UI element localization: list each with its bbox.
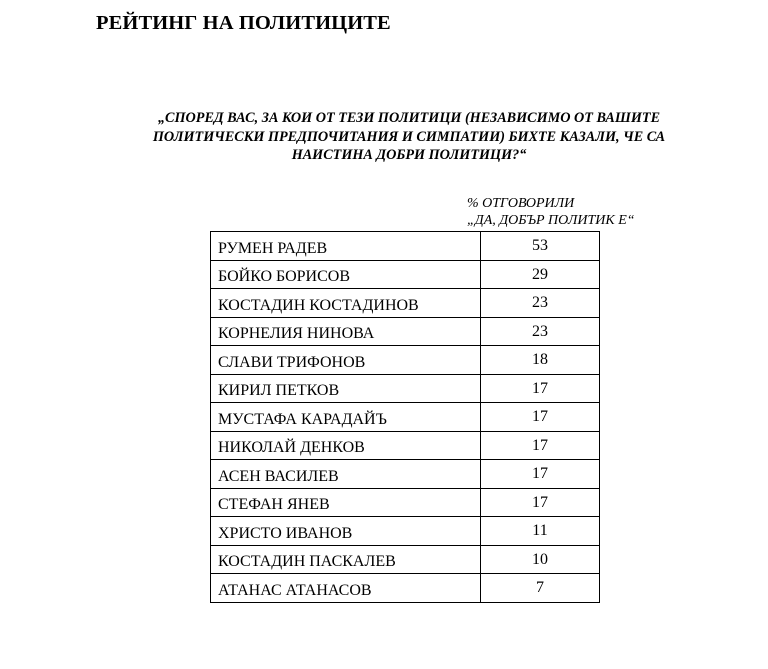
- table-row: [211, 289, 600, 318]
- politician-name-cell: БОЙКО БОРИСОВ: [211, 260, 481, 289]
- table-row: [211, 460, 600, 489]
- politician-name-cell: НИКОЛАЙ ДЕНКОВ: [211, 431, 481, 460]
- rating-value-cell: 17: [481, 460, 600, 489]
- rating-value-cell: 17: [481, 403, 600, 432]
- table-row: [211, 317, 600, 346]
- table-row: [211, 488, 600, 517]
- rating-value-cell: 23: [481, 289, 600, 318]
- politician-name-cell: СЛАВИ ТРИФОНОВ: [211, 346, 481, 375]
- table-row: [211, 403, 600, 432]
- column-header-line: % ОТГОВОРИЛИ: [467, 196, 575, 211]
- column-header-line: „ДА, ДОБЪР ПОЛИТИК Е“: [467, 213, 635, 228]
- table-row: [211, 574, 600, 603]
- rating-value-cell: 29: [481, 260, 600, 289]
- ratings-table: [210, 231, 600, 603]
- rating-value-cell: 17: [481, 431, 600, 460]
- survey-question: [120, 109, 698, 165]
- politician-name-cell: КОСТАДИН КОСТАДИНОВ: [211, 289, 481, 318]
- politician-name-cell: КОСТАДИН ПАСКАЛЕВ: [211, 545, 481, 574]
- document-title: РЕЙТИНГ НА ПОЛИТИЦИТЕ: [96, 12, 391, 34]
- politician-name-cell: АТАНАС АТАНАСОВ: [211, 574, 481, 603]
- rating-value-cell: 18: [481, 346, 600, 375]
- rating-value-cell: 17: [481, 488, 600, 517]
- politician-name-cell: АСЕН ВАСИЛЕВ: [211, 460, 481, 489]
- column-header: [467, 195, 635, 229]
- politician-name-cell: СТЕФАН ЯНЕВ: [211, 488, 481, 517]
- rating-value-cell: 23: [481, 317, 600, 346]
- rating-value-cell: 10: [481, 545, 600, 574]
- rating-value-cell: 17: [481, 374, 600, 403]
- politician-name-cell: МУСТАФА КАРАДАЙЪ: [211, 403, 481, 432]
- ratings-table-body: [211, 232, 600, 603]
- politician-name-cell: КОРНЕЛИЯ НИНОВА: [211, 317, 481, 346]
- rating-value-cell: 11: [481, 517, 600, 546]
- politician-name-cell: ХРИСТО ИВАНОВ: [211, 517, 481, 546]
- table-row: [211, 517, 600, 546]
- survey-question-line: ПОЛИТИЧЕСКИ ПРЕДПОЧИТАНИЯ И СИМПАТИИ) БИХТЕ КАЗАЛИ, ЧЕ СА: [152, 128, 666, 145]
- politician-name-cell: КИРИЛ ПЕТКОВ: [211, 374, 481, 403]
- table-row: [211, 431, 600, 460]
- rating-value-cell: 53: [481, 232, 600, 261]
- table-row: [211, 545, 600, 574]
- table-row: [211, 374, 600, 403]
- table-row: [211, 232, 600, 261]
- survey-question-line: НАИСТИНА ДОБРИ ПОЛИТИЦИ?“: [291, 147, 527, 163]
- politician-name-cell: РУМЕН РАДЕВ: [211, 232, 481, 261]
- survey-question-line: „СПОРЕД ВАС, ЗА КОИ ОТ ТЕЗИ ПОЛИТИЦИ (НЕЗАВИСИМО ОТ ВАШИТЕ: [157, 110, 661, 126]
- rating-value-cell: 7: [481, 574, 600, 603]
- table-row: [211, 346, 600, 375]
- table-row: [211, 260, 600, 289]
